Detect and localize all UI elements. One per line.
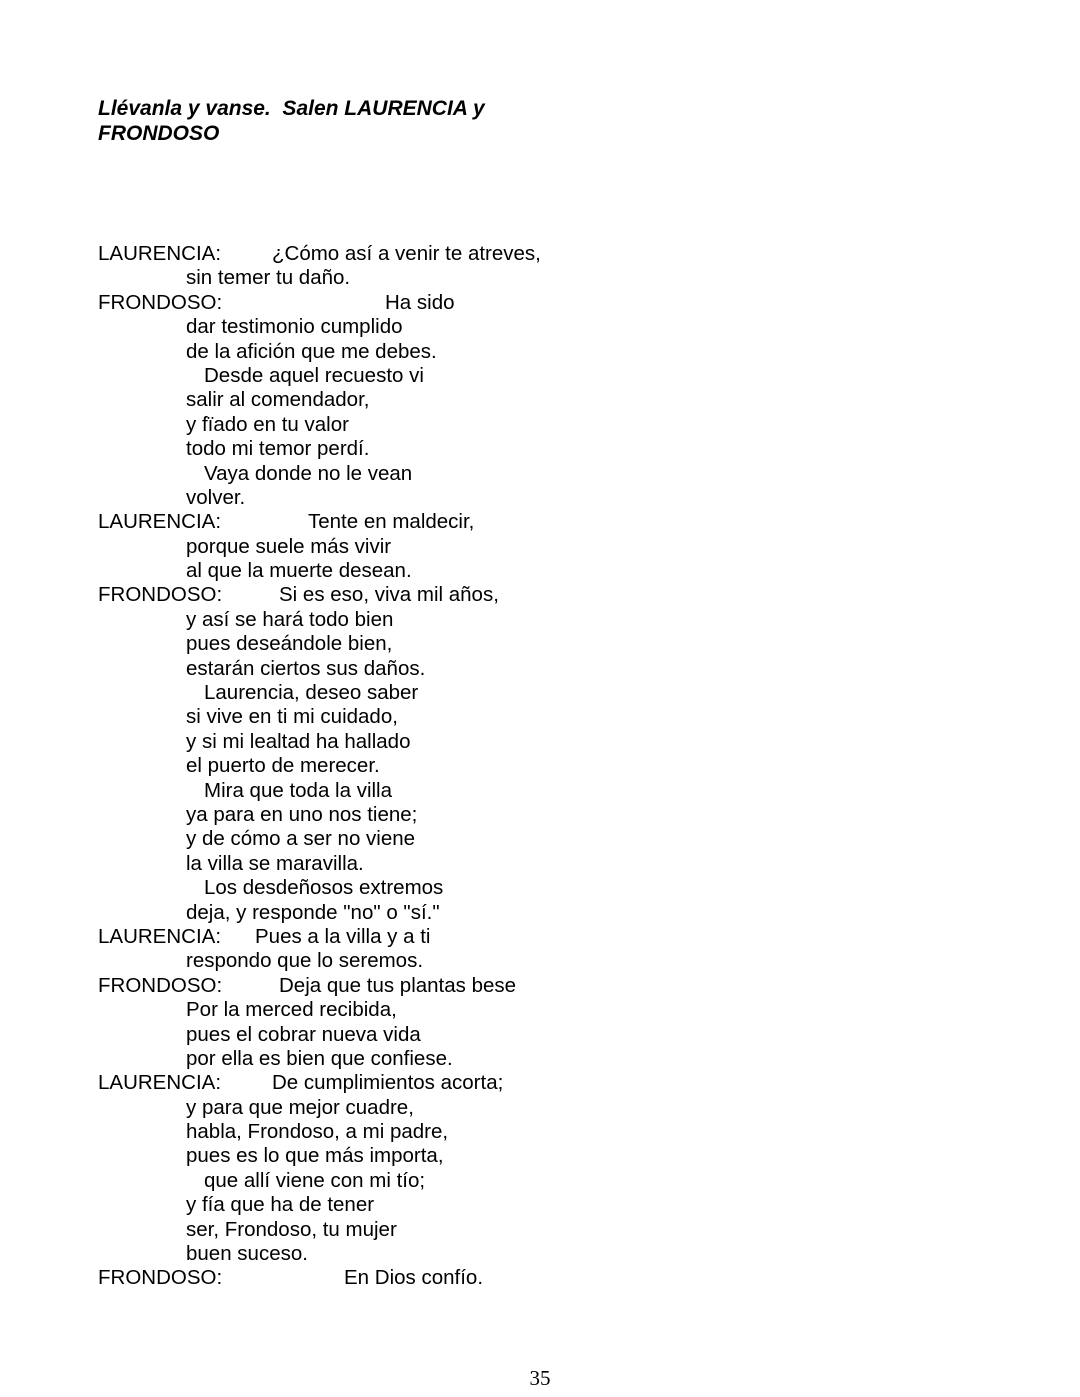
dialogue-line bbox=[0, 291, 1080, 315]
dialogue-line bbox=[0, 608, 1080, 632]
dialogue-line bbox=[0, 803, 1080, 827]
verse-text: el puerto de merecer. bbox=[186, 754, 380, 778]
verse-text: ser, Frondoso, tu mujer bbox=[186, 1217, 397, 1241]
verse-text: De cumplimientos acorta; bbox=[272, 1071, 504, 1095]
verse-text: pues deseándole bien, bbox=[186, 632, 393, 656]
verse-text: dar testimonio cumplido bbox=[186, 315, 403, 339]
dialogue-line bbox=[0, 730, 1080, 754]
verse-text: la villa se maravilla. bbox=[186, 851, 364, 875]
dialogue-line bbox=[0, 437, 1080, 461]
dialogue-line bbox=[0, 779, 1080, 803]
dialogue-line bbox=[0, 1023, 1080, 1047]
dialogue-line bbox=[0, 876, 1080, 900]
verse-text: ya para en uno nos tiene; bbox=[186, 802, 418, 826]
dialogue-line bbox=[0, 1047, 1080, 1071]
verse-text: y si mi lealtad ha hallado bbox=[186, 729, 411, 753]
speaker-name: LAURENCIA: bbox=[98, 510, 222, 534]
dialogue-line bbox=[0, 852, 1080, 876]
dialogue-line bbox=[0, 827, 1080, 851]
dialogue-line bbox=[0, 1144, 1080, 1168]
dialogue-line bbox=[0, 413, 1080, 437]
verse-text: Los desdeñosos extremos bbox=[204, 876, 444, 900]
page-number: 35 bbox=[529, 1366, 551, 1390]
verse-text: y de cómo a ser no viene bbox=[186, 827, 416, 851]
stage-direction bbox=[98, 97, 698, 146]
speaker-name: LAURENCIA: bbox=[98, 924, 222, 948]
verse-text: salir al comendador, bbox=[186, 388, 370, 412]
verse-text: Mira que toda la villa bbox=[204, 778, 393, 802]
stage-direction-line-1: Llévanla y vanse. Salen LAURENCIA y bbox=[98, 97, 485, 120]
verse-text: y fía que ha de tener bbox=[186, 1193, 375, 1217]
verse-text: sin temer tu daño. bbox=[186, 266, 351, 290]
verse-text: deja, y responde "no" o "sí." bbox=[186, 900, 440, 924]
dialogue-line bbox=[0, 998, 1080, 1022]
dialogue-line bbox=[0, 510, 1080, 534]
dialogue-line bbox=[0, 1193, 1080, 1217]
verse-text: Tente en maldecir, bbox=[308, 510, 475, 534]
verse-text: ¿Cómo así a venir te atreves, bbox=[272, 242, 541, 265]
dialogue-line bbox=[0, 462, 1080, 486]
dialogue-line bbox=[0, 1266, 1080, 1290]
speaker-name: LAURENCIA: bbox=[98, 1071, 222, 1095]
dialogue-line bbox=[0, 315, 1080, 339]
verse-text: Ha sido bbox=[385, 290, 455, 314]
verse-text: y fïado en tu valor bbox=[186, 412, 349, 436]
verse-text: Laurencia, deseo saber bbox=[204, 681, 419, 705]
speaker-name: FRONDOSO: bbox=[98, 1266, 223, 1290]
verse-text: Desde aquel recuesto vi bbox=[204, 363, 424, 387]
dialogue-line bbox=[0, 1096, 1080, 1120]
speaker-name: FRONDOSO: bbox=[98, 973, 223, 997]
verse-text: pues el cobrar nueva vida bbox=[186, 1022, 421, 1046]
dialogue-line bbox=[0, 974, 1080, 998]
verse-text: En Dios confío. bbox=[344, 1266, 484, 1290]
dialogue-line bbox=[0, 1169, 1080, 1193]
verse-text: buen suceso. bbox=[186, 1242, 308, 1266]
verse-text: Vaya donde no le vean bbox=[204, 461, 413, 485]
verse-text: volver. bbox=[186, 485, 246, 509]
dialogue-line bbox=[0, 364, 1080, 388]
verse-text: habla, Frondoso, a mi padre, bbox=[186, 1120, 449, 1144]
verse-text: todo mi temor perdí. bbox=[186, 437, 370, 461]
dialogue-line bbox=[0, 1218, 1080, 1242]
dialogue-line bbox=[0, 901, 1080, 925]
dialogue-line bbox=[0, 583, 1080, 607]
dialogue-line bbox=[0, 1071, 1080, 1095]
dialogue-block bbox=[0, 242, 1080, 1291]
dialogue-line bbox=[0, 925, 1080, 949]
verse-text: si vive en ti mi cuidado, bbox=[186, 705, 398, 729]
verse-text: respondo que lo seremos. bbox=[186, 949, 424, 973]
verse-text: por ella es bien que confiese. bbox=[186, 1046, 453, 1070]
dialogue-line bbox=[0, 266, 1080, 290]
dialogue-line bbox=[0, 657, 1080, 681]
dialogue-line bbox=[0, 1242, 1080, 1266]
dialogue-line bbox=[0, 681, 1080, 705]
speaker-name: FRONDOSO: bbox=[98, 290, 223, 314]
verse-text: al que la muerte desean. bbox=[186, 559, 412, 583]
speaker-name: FRONDOSO: bbox=[98, 583, 223, 607]
dialogue-line bbox=[0, 632, 1080, 656]
dialogue-line bbox=[0, 486, 1080, 510]
dialogue-line bbox=[0, 705, 1080, 729]
dialogue-line bbox=[0, 242, 1080, 266]
stage-direction-line-2: FRONDOSO bbox=[98, 121, 220, 145]
dialogue-line bbox=[0, 535, 1080, 559]
dialogue-line bbox=[0, 559, 1080, 583]
dialogue-line bbox=[0, 1120, 1080, 1144]
dialogue-line bbox=[0, 754, 1080, 778]
verse-text: y para que mejor cuadre, bbox=[186, 1095, 414, 1119]
verse-text: porque suele más vivir bbox=[186, 534, 392, 558]
verse-text: y así se hará todo bien bbox=[186, 607, 394, 631]
dialogue-line bbox=[0, 340, 1080, 364]
dialogue-line bbox=[0, 949, 1080, 973]
speaker-name: LAURENCIA: bbox=[98, 242, 222, 265]
verse-text: estarán ciertos sus daños. bbox=[186, 656, 426, 680]
verse-text: Pues a la villa y a ti bbox=[255, 924, 431, 948]
verse-text: Deja que tus plantas bese bbox=[279, 973, 517, 997]
verse-text: pues es lo que más importa, bbox=[186, 1144, 444, 1168]
verse-text: de la afición que me debes. bbox=[186, 339, 437, 363]
verse-text: Por la merced recibida, bbox=[186, 998, 397, 1022]
verse-text: que allí viene con mi tío; bbox=[204, 1168, 426, 1192]
dialogue-line bbox=[0, 388, 1080, 412]
verse-text: Si es eso, viva mil años, bbox=[279, 583, 499, 607]
